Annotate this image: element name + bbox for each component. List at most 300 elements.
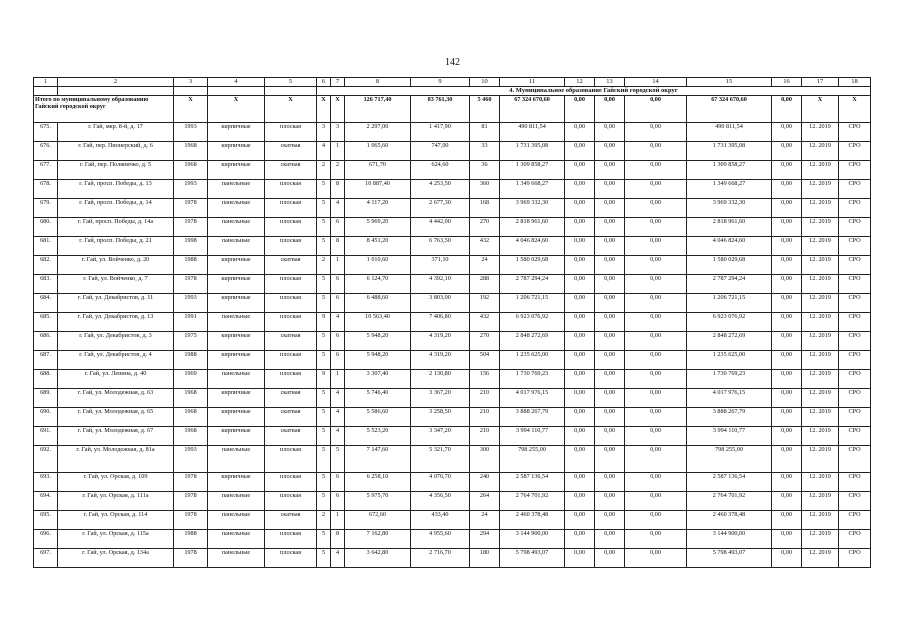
fund-a: 0,00 xyxy=(565,180,595,199)
build-year: 1968 xyxy=(174,389,208,408)
fund-a: 0,00 xyxy=(565,218,595,237)
build-year: 1993 xyxy=(174,446,208,473)
residents: 192 xyxy=(470,294,500,313)
living-area: 4 955,60 xyxy=(411,530,470,549)
column-number-15: 15 xyxy=(687,78,772,87)
column-number-6: 6 xyxy=(317,78,331,87)
fund-a: 0,00 xyxy=(565,256,595,275)
residents: 156 xyxy=(470,370,500,389)
floors: 5 xyxy=(317,530,331,549)
fund-b: 0,00 xyxy=(595,370,625,389)
column-number-14: 14 xyxy=(625,78,687,87)
total-c13: 0,00 xyxy=(595,96,625,123)
table-row xyxy=(34,389,871,408)
table-row xyxy=(34,370,871,389)
table-row xyxy=(34,313,871,332)
fund-d: 0,00 xyxy=(772,427,802,446)
row-number: 691. xyxy=(34,427,58,446)
total-row xyxy=(34,96,871,123)
wall-material: панельные xyxy=(208,218,265,237)
fund-c: 0,00 xyxy=(625,161,687,180)
fund-c: 0,00 xyxy=(625,473,687,492)
address: г. Гай, ул. Орская, д. 109 xyxy=(58,473,174,492)
roof-type: скатная xyxy=(265,142,317,161)
build-year: 1991 xyxy=(174,313,208,332)
column-number-2: 2 xyxy=(58,78,174,87)
fund-b: 0,00 xyxy=(595,427,625,446)
build-year: 1968 xyxy=(174,408,208,427)
repair-cost: 1 309 858,27 xyxy=(500,161,565,180)
roof-type: плоская xyxy=(265,530,317,549)
floors: 5 xyxy=(317,492,331,511)
owner-funds: 2 848 272,69 xyxy=(687,332,772,351)
fund-a: 0,00 xyxy=(565,123,595,142)
fund-c: 0,00 xyxy=(625,549,687,568)
residents: 432 xyxy=(470,313,500,332)
roof-type: плоская xyxy=(265,180,317,199)
entrances: 2 xyxy=(331,161,345,180)
fund-d: 0,00 xyxy=(772,123,802,142)
floors: 2 xyxy=(317,511,331,530)
fund-c: 0,00 xyxy=(625,123,687,142)
repair-cost: 2 848 272,69 xyxy=(500,332,565,351)
section-title-row xyxy=(34,87,871,96)
row-number: 692. xyxy=(34,446,58,473)
deadline: 12. 2019 xyxy=(802,492,839,511)
owner-funds: 1 730 769,23 xyxy=(687,370,772,389)
row-number: 689. xyxy=(34,389,58,408)
total-label: Итого по муниципальному образованию Гайский городской округ xyxy=(34,96,174,123)
fund-c: 0,00 xyxy=(625,237,687,256)
entrances: 6 xyxy=(331,473,345,492)
deadline: 12. 2019 xyxy=(802,142,839,161)
living-area: 2 716,70 xyxy=(411,549,470,568)
entrances: 8 xyxy=(331,180,345,199)
owner-funds: 1 309 858,27 xyxy=(687,161,772,180)
residents: 294 xyxy=(470,530,500,549)
address: г. Гай, ул. Войченко, д. 20 xyxy=(58,256,174,275)
fund-a: 0,00 xyxy=(565,530,595,549)
living-area: 4 442,00 xyxy=(411,218,470,237)
column-number-16: 16 xyxy=(772,78,802,87)
table-row xyxy=(34,511,871,530)
fund-b: 0,00 xyxy=(595,294,625,313)
fund-c: 0,00 xyxy=(625,427,687,446)
fund-c: 0,00 xyxy=(625,142,687,161)
total-area: 671,70 xyxy=(345,161,411,180)
housing-register-table xyxy=(33,77,871,568)
fund-b: 0,00 xyxy=(595,549,625,568)
address: г. Гай, пер. Пионерский, д. 6 xyxy=(58,142,174,161)
entrances: 4 xyxy=(331,199,345,218)
residents: 264 xyxy=(470,492,500,511)
total-area: 126 717,40 xyxy=(345,96,411,123)
owner-funds: 6 923 076,92 xyxy=(687,313,772,332)
fund-c: 0,00 xyxy=(625,180,687,199)
residents: 168 xyxy=(470,199,500,218)
column-number-7: 7 xyxy=(331,78,345,87)
fund-b: 0,00 xyxy=(595,473,625,492)
column-number-11: 11 xyxy=(500,78,565,87)
repair-cost: 6 923 076,92 xyxy=(500,313,565,332)
wall-material: кирпичные xyxy=(208,161,265,180)
total-area: 672,60 xyxy=(345,511,411,530)
roof-type: плоская xyxy=(265,294,317,313)
address: г. Гай, ул. Орская, д. 111а xyxy=(58,492,174,511)
fund-b: 0,00 xyxy=(595,511,625,530)
repair-cost: 2 764 701,92 xyxy=(500,492,565,511)
residents: 210 xyxy=(470,389,500,408)
fund-d: 0,00 xyxy=(772,389,802,408)
repair-cost: 2 787 294,24 xyxy=(500,275,565,294)
fund-b: 0,00 xyxy=(595,161,625,180)
fund-b: 0,00 xyxy=(595,199,625,218)
build-year: 1993 xyxy=(174,294,208,313)
fund-b: 0,00 xyxy=(595,275,625,294)
fund-b: 0,00 xyxy=(595,408,625,427)
wall-material: кирпичные xyxy=(208,473,265,492)
column-number-10: 10 xyxy=(470,78,500,87)
owner-funds: 3 969 332,30 xyxy=(687,199,772,218)
total-area: 6 258,10 xyxy=(345,473,411,492)
method: СРО xyxy=(839,511,871,530)
column-number-9: 9 xyxy=(411,78,470,87)
floors: 5 xyxy=(317,294,331,313)
method: СРО xyxy=(839,237,871,256)
total-c14: 0,00 xyxy=(625,96,687,123)
floors: 2 xyxy=(317,256,331,275)
row-number: 696. xyxy=(34,530,58,549)
roof-type: плоская xyxy=(265,199,317,218)
repair-cost: 1 580 029,68 xyxy=(500,256,565,275)
row-number: 675. xyxy=(34,123,58,142)
row-number: 687. xyxy=(34,351,58,370)
fund-b: 0,00 xyxy=(595,446,625,473)
living-area: 4 253,50 xyxy=(411,180,470,199)
total-cost: 67 324 670,60 xyxy=(500,96,565,123)
repair-cost: 490 811,54 xyxy=(500,123,565,142)
method: СРО xyxy=(839,180,871,199)
method: СРО xyxy=(839,142,871,161)
wall-material: кирпичные xyxy=(208,427,265,446)
floors: 5 xyxy=(317,275,331,294)
fund-a: 0,00 xyxy=(565,313,595,332)
floors: 5 xyxy=(317,446,331,473)
fund-a: 0,00 xyxy=(565,199,595,218)
repair-cost: 3 888 267,79 xyxy=(500,408,565,427)
fund-a: 0,00 xyxy=(565,237,595,256)
repair-cost: 798 255,00 xyxy=(500,446,565,473)
entrances: 4 xyxy=(331,313,345,332)
entrances: 6 xyxy=(331,492,345,511)
section-title: 4. Муниципальное образование Гайский городской округ xyxy=(317,87,871,96)
total-area: 10 887,40 xyxy=(345,180,411,199)
total-c3: X xyxy=(174,96,208,123)
floors: 5 xyxy=(317,180,331,199)
living-area: 371,10 xyxy=(411,256,470,275)
method: СРО xyxy=(839,161,871,180)
build-year: 1978 xyxy=(174,549,208,568)
build-year: 1978 xyxy=(174,492,208,511)
method: СРО xyxy=(839,389,871,408)
wall-material: кирпичные xyxy=(208,123,265,142)
roof-type: плоская xyxy=(265,446,317,473)
fund-a: 0,00 xyxy=(565,473,595,492)
table-row xyxy=(34,332,871,351)
roof-type: плоская xyxy=(265,370,317,389)
address: г. Гай, просп. Победы, д. 13 xyxy=(58,180,174,199)
row-number: 684. xyxy=(34,294,58,313)
build-year: 1988 xyxy=(174,256,208,275)
total-area: 6 488,60 xyxy=(345,294,411,313)
column-number-1: 1 xyxy=(34,78,58,87)
repair-cost: 4 017 976,15 xyxy=(500,389,565,408)
floors: 5 xyxy=(317,199,331,218)
fund-c: 0,00 xyxy=(625,492,687,511)
repair-cost: 5 798 493,07 xyxy=(500,549,565,568)
method: СРО xyxy=(839,218,871,237)
row-number: 693. xyxy=(34,473,58,492)
column-number-8: 8 xyxy=(345,78,411,87)
total-area: 1 010,60 xyxy=(345,256,411,275)
build-year: 1978 xyxy=(174,511,208,530)
fund-c: 0,00 xyxy=(625,530,687,549)
total-owner-funds: 67 324 670,60 xyxy=(687,96,772,123)
fund-b: 0,00 xyxy=(595,180,625,199)
fund-c: 0,00 xyxy=(625,389,687,408)
total-area: 5 746,40 xyxy=(345,389,411,408)
address: г. Гай, ул. Орская, д. 115а xyxy=(58,530,174,549)
build-year: 1968 xyxy=(174,142,208,161)
repair-cost: 1 730 769,23 xyxy=(500,370,565,389)
fund-a: 0,00 xyxy=(565,161,595,180)
owner-funds: 2 764 701,92 xyxy=(687,492,772,511)
repair-cost: 1 731 395,08 xyxy=(500,142,565,161)
living-area: 4 319,20 xyxy=(411,332,470,351)
fund-d: 0,00 xyxy=(772,351,802,370)
total-c18: X xyxy=(839,96,871,123)
owner-funds: 3 888 267,79 xyxy=(687,408,772,427)
build-year: 1993 xyxy=(174,123,208,142)
address: г. Гай, ул. Молодежная, д. 65 xyxy=(58,408,174,427)
fund-c: 0,00 xyxy=(625,332,687,351)
fund-a: 0,00 xyxy=(565,275,595,294)
total-c12: 0,00 xyxy=(565,96,595,123)
fund-c: 0,00 xyxy=(625,313,687,332)
wall-material: кирпичные xyxy=(208,275,265,294)
roof-type: скатная xyxy=(265,161,317,180)
method: СРО xyxy=(839,199,871,218)
fund-c: 0,00 xyxy=(625,256,687,275)
entrances: 1 xyxy=(331,256,345,275)
deadline: 12. 2019 xyxy=(802,313,839,332)
fund-c: 0,00 xyxy=(625,199,687,218)
deadline: 12. 2019 xyxy=(802,161,839,180)
fund-d: 0,00 xyxy=(772,199,802,218)
roof-type: плоская xyxy=(265,549,317,568)
row-number: 677. xyxy=(34,161,58,180)
row-number: 686. xyxy=(34,332,58,351)
method: СРО xyxy=(839,530,871,549)
living-area: 624,60 xyxy=(411,161,470,180)
build-year: 1969 xyxy=(174,370,208,389)
floors: 5 xyxy=(317,389,331,408)
address: г. Гай, ул. Декабристов, д. 4 xyxy=(58,351,174,370)
living-area: 1 417,90 xyxy=(411,123,470,142)
table-row xyxy=(34,180,871,199)
fund-a: 0,00 xyxy=(565,389,595,408)
repair-cost: 1 235 625,00 xyxy=(500,351,565,370)
deadline: 12. 2019 xyxy=(802,473,839,492)
deadline: 12. 2019 xyxy=(802,511,839,530)
living-area: 3 347,20 xyxy=(411,427,470,446)
roof-type: скатная xyxy=(265,511,317,530)
column-number-row xyxy=(34,78,871,87)
total-residents: 5 460 xyxy=(470,96,500,123)
owner-funds: 3 994 110,77 xyxy=(687,427,772,446)
method: СРО xyxy=(839,332,871,351)
table-row xyxy=(34,123,871,142)
residents: 24 xyxy=(470,511,500,530)
owner-funds: 1 731 395,08 xyxy=(687,142,772,161)
wall-material: кирпичные xyxy=(208,351,265,370)
entrances: 8 xyxy=(331,530,345,549)
address: г. Гай, ул. Декабристов, д. 11 xyxy=(58,294,174,313)
column-number-18: 18 xyxy=(839,78,871,87)
entrances: 6 xyxy=(331,275,345,294)
fund-b: 0,00 xyxy=(595,237,625,256)
total-c16: 0,00 xyxy=(772,96,802,123)
total-c4: X xyxy=(208,96,265,123)
table-row xyxy=(34,473,871,492)
fund-d: 0,00 xyxy=(772,511,802,530)
method: СРО xyxy=(839,123,871,142)
owner-funds: 490 811,54 xyxy=(687,123,772,142)
floors: 5 xyxy=(317,473,331,492)
table-row xyxy=(34,142,871,161)
method: СРО xyxy=(839,408,871,427)
build-year: 1993 xyxy=(174,180,208,199)
wall-material: панельные xyxy=(208,511,265,530)
wall-material: кирпичные xyxy=(208,294,265,313)
floors: 9 xyxy=(317,370,331,389)
total-area: 5 948,20 xyxy=(345,351,411,370)
fund-d: 0,00 xyxy=(772,237,802,256)
entrances: 1 xyxy=(331,511,345,530)
fund-d: 0,00 xyxy=(772,313,802,332)
table-row xyxy=(34,351,871,370)
table-row xyxy=(34,294,871,313)
wall-material: кирпичные xyxy=(208,408,265,427)
fund-b: 0,00 xyxy=(595,142,625,161)
owner-funds: 4 046 824,60 xyxy=(687,237,772,256)
fund-a: 0,00 xyxy=(565,294,595,313)
method: СРО xyxy=(839,549,871,568)
method: СРО xyxy=(839,351,871,370)
column-number-12: 12 xyxy=(565,78,595,87)
living-area: 3 258,50 xyxy=(411,408,470,427)
repair-cost: 2 460 378,48 xyxy=(500,511,565,530)
fund-a: 0,00 xyxy=(565,549,595,568)
fund-b: 0,00 xyxy=(595,313,625,332)
deadline: 12. 2019 xyxy=(802,256,839,275)
table-row xyxy=(34,530,871,549)
method: СРО xyxy=(839,370,871,389)
fund-d: 0,00 xyxy=(772,549,802,568)
deadline: 12. 2019 xyxy=(802,237,839,256)
fund-c: 0,00 xyxy=(625,275,687,294)
deadline: 12. 2019 xyxy=(802,294,839,313)
fund-a: 0,00 xyxy=(565,492,595,511)
roof-type: скатная xyxy=(265,389,317,408)
column-number-5: 5 xyxy=(265,78,317,87)
fund-b: 0,00 xyxy=(595,492,625,511)
fund-b: 0,00 xyxy=(595,218,625,237)
table-row xyxy=(34,275,871,294)
fund-b: 0,00 xyxy=(595,256,625,275)
address: г. Гай, ул. Молодежная, д. 63 xyxy=(58,389,174,408)
column-number-4: 4 xyxy=(208,78,265,87)
address: г. Гай, ул. Войченко, д. 7 xyxy=(58,275,174,294)
total-area: 3 642,80 xyxy=(345,549,411,568)
residents: 270 xyxy=(470,332,500,351)
fund-b: 0,00 xyxy=(595,530,625,549)
column-number-17: 17 xyxy=(802,78,839,87)
row-number: 680. xyxy=(34,218,58,237)
roof-type: плоская xyxy=(265,237,317,256)
owner-funds: 1 206 721,15 xyxy=(687,294,772,313)
entrances: 4 xyxy=(331,389,345,408)
deadline: 12. 2019 xyxy=(802,549,839,568)
fund-a: 0,00 xyxy=(565,408,595,427)
fund-d: 0,00 xyxy=(772,161,802,180)
entrances: 6 xyxy=(331,294,345,313)
total-area: 4 117,20 xyxy=(345,199,411,218)
row-number: 676. xyxy=(34,142,58,161)
fund-d: 0,00 xyxy=(772,142,802,161)
living-area: 5 321,70 xyxy=(411,446,470,473)
owner-funds: 2 460 378,48 xyxy=(687,511,772,530)
roof-type: плоская xyxy=(265,123,317,142)
living-area: 4 392,10 xyxy=(411,275,470,294)
fund-a: 0,00 xyxy=(565,446,595,473)
owner-funds: 2 818 961,60 xyxy=(687,218,772,237)
fund-d: 0,00 xyxy=(772,275,802,294)
repair-cost: 3 969 332,30 xyxy=(500,199,565,218)
build-year: 1968 xyxy=(174,161,208,180)
total-area: 2 297,00 xyxy=(345,123,411,142)
address: г. Гай, ул. Молодежная, д. 67 xyxy=(58,427,174,446)
build-year: 1978 xyxy=(174,473,208,492)
fund-a: 0,00 xyxy=(565,142,595,161)
total-area: 7 162,80 xyxy=(345,530,411,549)
fund-b: 0,00 xyxy=(595,351,625,370)
address: г. Гай, ул. Орская, д. 134а xyxy=(58,549,174,568)
owner-funds: 2 587 136,54 xyxy=(687,473,772,492)
row-number: 682. xyxy=(34,256,58,275)
fund-a: 0,00 xyxy=(565,511,595,530)
residents: 432 xyxy=(470,237,500,256)
fund-d: 0,00 xyxy=(772,473,802,492)
roof-type: плоская xyxy=(265,473,317,492)
residents: 210 xyxy=(470,427,500,446)
wall-material: кирпичные xyxy=(208,332,265,351)
residents: 288 xyxy=(470,275,500,294)
total-area: 3 307,40 xyxy=(345,370,411,389)
address: г. Гай, пер. Поляничко, д. 5 xyxy=(58,161,174,180)
total-living-area: 83 761,30 xyxy=(411,96,470,123)
owner-funds: 1 580 029,68 xyxy=(687,256,772,275)
